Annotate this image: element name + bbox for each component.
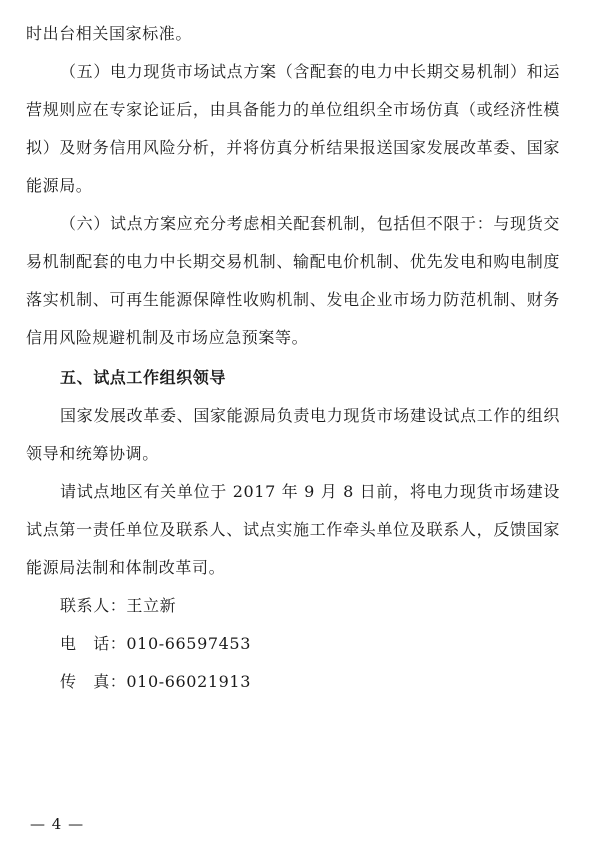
paragraph-item-five: （五）电力现货市场试点方案（含配套的电力中长期交易机制）和运营规则应在专家论证后，由具备能力的单位组织全市场仿真（或经济性模拟）及财务信用风险分析，并将仿真分析结果报送国家发展改革委、国家能源局。 [26,62,560,195]
section-heading: 五、试点工作组织领导 [60,368,227,387]
contact-person: 联系人：王立新 [60,596,177,615]
document-body [26,15,560,701]
paragraph-leadership: 国家发展改革委、国家能源局负责电力现货市场建设试点工作的组织领导和统筹协调。 [26,406,560,463]
page-number: — 4 — [30,815,85,833]
contact-phone: 电 话：010-66597453 [60,634,251,653]
paragraph-continuation: 时出台相关国家标准。 [26,24,193,43]
paragraph-deadline: 请试点地区有关单位于 2017 年 9 月 8 日前，将电力现货市场建设试点第一责任单位及联系人、试点实施工作牵头单位及联系人，反馈国家能源局法制和体制改革司。 [26,482,560,577]
contact-fax: 传 真：010-66021913 [60,672,251,691]
paragraph-item-six: （六）试点方案应充分考虑相关配套机制，包括但不限于：与现货交易机制配套的电力中长期交易机制、输配电价机制、优先发电和购电制度落实机制、可再生能源保障性收购机制、发电企业市场力防范机制、财务信用风险规避机制及市场应急预案等。 [26,214,560,347]
